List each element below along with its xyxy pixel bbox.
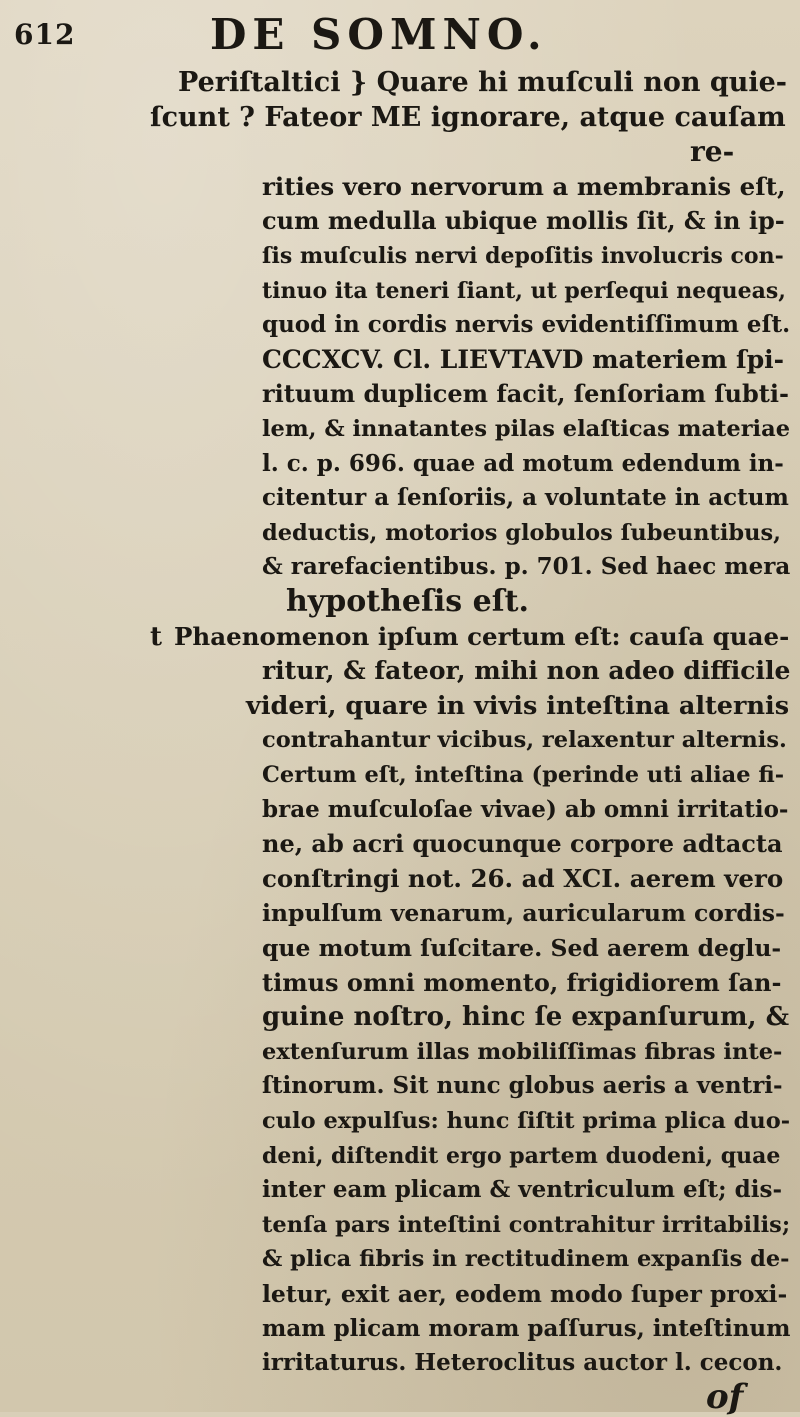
text-line: contrahantur vicibus, relaxentur alternis. (262, 727, 787, 754)
text-line: CCCXCV. Cl. LIEVTAVD materiem ſpi- (262, 344, 785, 374)
text-line: & plica fibris in rectitudinem expanſis de- (262, 1246, 790, 1273)
text-line: rities vero nervorum a membranis eſt, (262, 171, 786, 201)
text-line: brae muſculoſae vivae) ab omni irritatio- (262, 795, 789, 823)
catchword: of (706, 1376, 744, 1417)
text-line: Phaenomenon ipſum certum eſt: cauſa quae- (174, 621, 790, 651)
text-line: rituum duplicem facit, ſenſoriam ſubti- (262, 379, 789, 409)
text-line: ritur, & fateor, mihi non adeo difficile (262, 656, 791, 686)
text-line: tinuo ita teneri ſiant, ut perſequi nequeas, (262, 277, 786, 304)
footnote-marker: t (150, 621, 163, 652)
text-line: citentur a ſenſoriis, a voluntate in actum (262, 484, 789, 512)
text-line: culo expulſus: hunc ſiſtit prima plica duo- (262, 1108, 791, 1134)
text-line: cum medulla ubique mollis ſit, & in ip- (262, 206, 785, 236)
text-line: que motum ſuſcitare. Sed aerem deglu- (262, 934, 782, 962)
text-line: Certum eſt, inteſtina (perinde uti aliae fi- (262, 762, 785, 788)
text-line: lem, & innatantes pilas elaſticas materiae (262, 416, 791, 442)
text-line: conſtringi not. 26. ad XCI. aerem vero (262, 863, 784, 893)
text-line: timus omni momento, frigidiorem ſan- (262, 967, 782, 997)
text-line: deni, diſtendit ergo partem duodeni, quae (262, 1142, 781, 1169)
text-line: l. c. p. 696. quae ad motum edendum in- (262, 449, 784, 477)
page-number: 612 (14, 18, 76, 51)
text-line: inpulſum venarum, auricularum cordis- (262, 899, 785, 928)
page-header (0, 6, 800, 66)
text-line: Periſtaltici } Quare hi muſculi non quie- (178, 67, 788, 98)
text-line: extenſurum illas mobiliſſimas fibras inte- (262, 1038, 783, 1065)
text-line: ſis muſculis nervi depoſitis involucris con- (262, 243, 784, 269)
text-line: videri, quare in vivis inteſtina alternis (246, 690, 790, 721)
text-line: ſcunt ? Fateor ME ignorare, atque cauſam (150, 101, 786, 133)
text-line: irritaturus. Heteroclitus auctor l. cecon. (262, 1349, 783, 1377)
text-line: inter eam plicam & ventriculum eſt; dis- (262, 1176, 782, 1204)
text-line: guine noſtro, hinc ſe expanſurum, & (262, 1002, 790, 1033)
running-title: DE SOMNO. (210, 10, 548, 59)
text-line: tenſa pars inteſtini contrahitur irritabilis; (262, 1211, 791, 1238)
text-line: ſtinorum. Sit nunc globus aeris a ventri- (262, 1072, 783, 1100)
text-line: re- (690, 135, 735, 169)
text-line: & rarefacientibus. p. 701. Sed haec mera (262, 553, 791, 581)
text-line: deductis, motorios globulos ſubeuntibus, (262, 519, 782, 546)
text-line: ne, ab acri quocunque corpore adtacta (262, 829, 783, 859)
text-line: mam plicam moram paſſurus, inteſtinum (262, 1314, 791, 1342)
text-line: letur, exit aer, eodem modo ſuper proxi- (262, 1280, 788, 1308)
text-line: quod in cordis nervis evidentiſſimum eſt. (262, 311, 791, 339)
text-line: hypotheſis eſt. (286, 584, 529, 619)
